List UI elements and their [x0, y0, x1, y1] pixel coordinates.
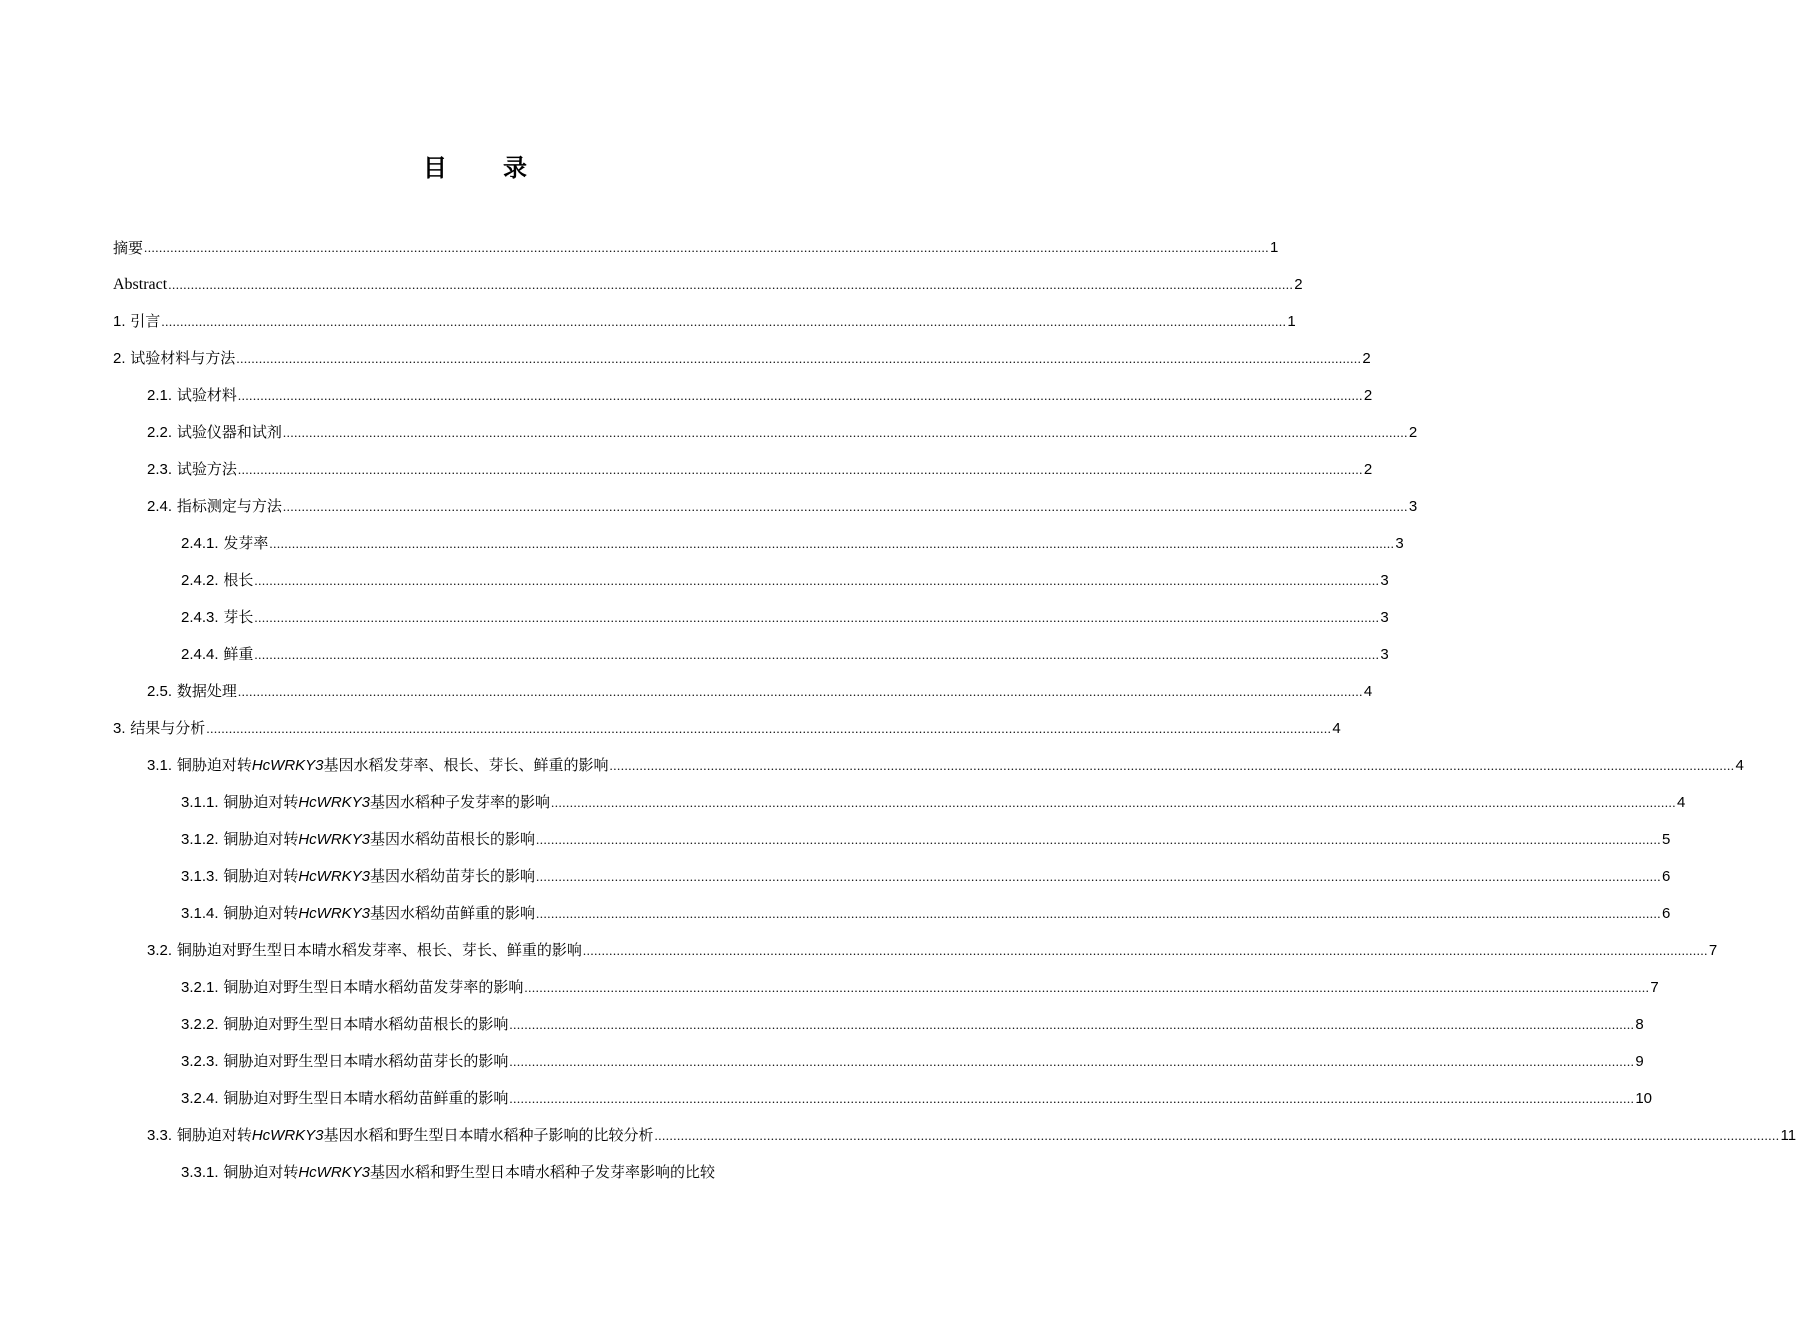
toc-entry-text: 摘要 — [113, 239, 144, 257]
toc-entry-label — [181, 903, 535, 924]
toc-entry-text: 铜胁迫对转 — [176, 1126, 252, 1144]
toc-entry-label — [181, 1088, 508, 1109]
toc-page-number: 3 — [1380, 609, 1389, 626]
dot-leader: ............................................................................................................................................................................................................................................................................................................ — [254, 573, 1380, 588]
toc-entry-text: 芽长 — [223, 608, 254, 626]
toc-entry-label — [181, 829, 535, 850]
dot-leader: ............................................................................................................................................................................................................................................................................................................ — [509, 1091, 1635, 1106]
toc-entry[interactable] — [181, 826, 1671, 850]
toc-page-number: 11 — [1780, 1127, 1796, 1144]
toc-entry-label — [181, 1051, 508, 1072]
title-char-1: 目 — [423, 154, 447, 182]
toc-page-number: 4 — [1332, 720, 1341, 737]
title-char-2: 录 — [503, 154, 527, 182]
toc-entry-text: 试验仪器和试剂 — [176, 423, 282, 441]
toc-entry[interactable] — [113, 234, 1279, 258]
toc-entry[interactable] — [181, 641, 1389, 665]
toc-entry[interactable] — [181, 530, 1404, 554]
toc-entry[interactable] — [147, 382, 1373, 406]
toc-entry-text-suffix: 基因水稻幼苗根长的影响 — [370, 830, 536, 848]
toc-entry-label — [181, 644, 253, 665]
dot-leader: ............................................................................................................................................................................................................................................................................................................ — [551, 795, 1677, 810]
toc-entry-text: 铜胁迫对野生型日本晴水稻幼苗鲜重的影响 — [223, 1089, 509, 1107]
toc-entry-label — [147, 459, 237, 480]
dot-leader: ............................................................................................................................................................................................................................................................................................................ — [161, 314, 1287, 329]
toc-page-number: 2 — [1363, 387, 1373, 404]
toc-entry-text-suffix: 基因水稻和野生型日本晴水稻种子发芽率影响的比较 — [370, 1163, 716, 1181]
toc-entry-text: 铜胁迫对野生型日本晴水稻发芽率、根长、芽长、鲜重的影响 — [176, 941, 582, 959]
toc-entry-text: 铜胁迫对野生型日本晴水稻幼苗根长的影响 — [223, 1015, 509, 1033]
dot-leader: ............................................................................................................................................................................................................................................................................................................ — [536, 832, 1662, 847]
toc-entry[interactable] — [113, 271, 1303, 295]
toc-page-number: 3 — [1395, 535, 1404, 552]
toc-entry-number: 3.2.2. — [181, 1016, 219, 1033]
toc-entry-text: 试验方法 — [176, 460, 237, 478]
toc-page-number: 9 — [1635, 1053, 1644, 1070]
toc-page-number: 7 — [1650, 979, 1659, 996]
toc-entry-text-suffix: 基因水稻幼苗鲜重的影响 — [370, 904, 536, 922]
dot-leader: ............................................................................................................................................................................................................................................................................................................ — [524, 980, 1650, 995]
gene-name: HcWRKY3 — [298, 905, 371, 922]
toc-entry-number: 2.5. — [147, 683, 173, 700]
toc-entry[interactable] — [147, 419, 1418, 443]
toc-entry-number: 2.1. — [147, 387, 173, 404]
toc-entry-number: 3.1.4. — [181, 905, 219, 922]
toc-entry-text: 试验材料 — [176, 386, 237, 404]
toc-page-number: 4 — [1735, 757, 1744, 774]
toc-entry[interactable] — [113, 308, 1296, 332]
dot-leader: ............................................................................................................................................................................................................................................................................................................ — [269, 536, 1395, 551]
toc-entry-text-suffix: 基因水稻种子发芽率的影响 — [370, 793, 551, 811]
toc-entry[interactable] — [181, 1011, 1644, 1035]
dot-leader: ............................................................................................................................................................................................................................................................................................................ — [536, 906, 1662, 921]
toc-entry-number: 2.4.4. — [181, 646, 219, 663]
dot-leader: ............................................................................................................................................................................................................................................................................................................ — [509, 1017, 1635, 1032]
toc-entry-label — [147, 755, 609, 776]
toc-page-number: 3 — [1380, 572, 1389, 589]
dot-leader: ............................................................................................................................................................................................................................................................................................................ — [654, 1128, 1780, 1143]
toc-entry-number: 1. — [113, 313, 126, 330]
toc-entry-text: 指标测定与方法 — [176, 497, 282, 515]
toc-entry[interactable] — [113, 345, 1371, 369]
toc-entry-number: 2.4.3. — [181, 609, 219, 626]
toc-page-number: 1 — [1270, 239, 1279, 256]
toc-entry-label — [147, 940, 582, 961]
toc-page-number: 5 — [1662, 831, 1671, 848]
dot-leader: ............................................................................................................................................................................................................................................................................................................ — [254, 647, 1380, 662]
toc-entry-number: 2.3. — [147, 461, 173, 478]
toc-entry-number: 2.4.1. — [181, 535, 219, 552]
gene-name: HcWRKY3 — [251, 757, 324, 774]
toc-entry-label — [147, 422, 282, 443]
toc-entry[interactable] — [147, 937, 1718, 961]
toc-entry-number: 3.1.1. — [181, 794, 219, 811]
toc-entry-number: 3.2. — [147, 942, 173, 959]
toc-entry-label — [181, 1162, 715, 1183]
toc-entry[interactable] — [181, 863, 1671, 887]
toc-entry[interactable] — [181, 900, 1671, 924]
toc-entry-text: 发芽率 — [223, 534, 269, 552]
toc-entry-text-suffix: 基因水稻发芽率、根长、芽长、鲜重的影响 — [323, 756, 609, 774]
toc-entry-number: 3.3. — [147, 1127, 173, 1144]
toc-entry[interactable] — [181, 604, 1389, 628]
toc-entry[interactable] — [181, 974, 1659, 998]
toc-entry-text: 数据处理 — [176, 682, 237, 700]
toc-entry-text: 引言 — [130, 312, 161, 330]
toc-page-number: 7 — [1708, 942, 1718, 959]
toc-entry-label — [181, 1014, 508, 1035]
toc-page-number: 2 — [1363, 461, 1373, 478]
toc-entry[interactable] — [181, 1085, 1653, 1109]
toc-entry-number: 3.1. — [147, 757, 173, 774]
toc-entry-number: 3.3.1. — [181, 1164, 219, 1181]
toc-entry-number: 3.1.3. — [181, 868, 219, 885]
toc-page-number: 4 — [1677, 794, 1686, 811]
toc-entry[interactable] — [181, 1159, 860, 1183]
toc-page-number: 6 — [1662, 905, 1671, 922]
dot-leader: ............................................................................................................................................................................................................................................................................................................ — [237, 684, 1363, 699]
toc-entry-number: 3.2.3. — [181, 1053, 219, 1070]
toc-entry-label — [181, 977, 523, 998]
dot-leader: ............................................................................................................................................................................................................................................................................................................ — [582, 943, 1708, 958]
gene-name: HcWRKY3 — [298, 868, 371, 885]
toc-page-number: 2 — [1408, 424, 1418, 441]
toc-entry-number: 3. — [113, 720, 126, 737]
toc-entry-label — [147, 1125, 654, 1146]
gene-name: HcWRKY3 — [298, 1164, 371, 1181]
toc-entry-label — [181, 570, 253, 591]
toc-entry[interactable] — [113, 715, 1341, 739]
toc-entry-number: 2.4. — [147, 498, 173, 515]
dot-leader: ............................................................................................................................................................................................................................................................................................................ — [282, 499, 1408, 514]
toc-entry[interactable] — [181, 567, 1389, 591]
dot-leader: ............................................................................................................................................................................................................................................................................................................ — [237, 462, 1363, 477]
toc-entry-label — [147, 496, 282, 517]
dot-leader: ............................................................................................................................................................................................................................................................................................................ — [237, 388, 1363, 403]
toc-entry-number: 2.4.2. — [181, 572, 219, 589]
toc-entry-label — [147, 385, 237, 406]
toc-entry-label — [113, 718, 205, 739]
toc-entry-label — [181, 607, 253, 628]
toc-page-number: 1 — [1287, 313, 1296, 330]
toc-entry-text: 铜胁迫对转 — [223, 904, 299, 922]
toc-entry-label — [147, 681, 237, 702]
toc-page-number: 10 — [1635, 1090, 1653, 1107]
toc-page-number: 6 — [1662, 868, 1671, 885]
toc-entry-number: 3.2.1. — [181, 979, 219, 996]
toc-entry[interactable] — [147, 678, 1373, 702]
toc-page-number: 4 — [1363, 683, 1373, 700]
toc-entry-text: 根长 — [223, 571, 254, 589]
toc-entry-text: 铜胁迫对转 — [223, 1163, 299, 1181]
toc-entry[interactable] — [147, 752, 1744, 776]
toc-entry[interactable] — [181, 1048, 1644, 1072]
dot-leader: ............................................................................................................................................................................................................................................................................................................ — [168, 277, 1294, 292]
toc-entry-number: 3.2.4. — [181, 1090, 219, 1107]
dot-leader: ............................................................................................................................................................................................................................................................................................................ — [254, 610, 1380, 625]
toc-entry[interactable] — [147, 1122, 1796, 1146]
toc-entry-label — [113, 348, 235, 369]
dot-leader: ............................................................................................................................................................................................................................................................................................................ — [206, 721, 1332, 736]
toc-entry-text: 铜胁迫对野生型日本晴水稻幼苗芽长的影响 — [223, 1052, 509, 1070]
toc-entry-label — [113, 311, 160, 332]
gene-name: HcWRKY3 — [251, 1127, 324, 1144]
toc-entry-text: 铜胁迫对野生型日本晴水稻幼苗发芽率的影响 — [223, 978, 524, 996]
gene-name: HcWRKY3 — [298, 794, 371, 811]
toc-entry-text: 结果与分析 — [130, 719, 206, 737]
toc-entry[interactable] — [181, 789, 1686, 813]
toc-entry-text: 鲜重 — [223, 645, 254, 663]
toc-entry[interactable] — [147, 456, 1373, 480]
toc-entry[interactable] — [147, 493, 1418, 517]
dot-leader: ............................................................................................................................................................................................................................................................................................................ — [282, 425, 1408, 440]
toc-entry-number: 3.1.2. — [181, 831, 219, 848]
toc-entry-number: 2. — [113, 350, 126, 367]
toc-entry-text: 铜胁迫对转 — [223, 793, 299, 811]
toc-entry-label — [113, 238, 143, 258]
toc-entry-text: 铜胁迫对转 — [223, 830, 299, 848]
toc-entry-label — [113, 274, 167, 295]
toc-entry-text-suffix: 基因水稻幼苗芽长的影响 — [370, 867, 536, 885]
dot-leader: ............................................................................................................................................................................................................................................................................................................ — [509, 1054, 1635, 1069]
toc-entry-number: 2.2. — [147, 424, 173, 441]
toc-entry-label — [181, 792, 550, 813]
dot-leader: ............................................................................................................................................................................................................................................................................................................ — [609, 758, 1735, 773]
toc-page-number: 3 — [1380, 646, 1389, 663]
toc-page-number: 2 — [1362, 350, 1371, 367]
toc-entry-text-suffix: 基因水稻和野生型日本晴水稻种子影响的比较分析 — [323, 1126, 654, 1144]
toc-entry-text: Abstract — [113, 276, 168, 293]
dot-leader: ............................................................................................................................................................................................................................................................................................................ — [536, 869, 1662, 884]
toc-page-number: 3 — [1408, 498, 1418, 515]
toc-entry-label — [181, 866, 535, 887]
gene-name: HcWRKY3 — [298, 831, 371, 848]
toc-page-number: 2 — [1294, 276, 1303, 293]
page-title — [0, 148, 950, 183]
toc-entry-text: 试验材料与方法 — [130, 349, 236, 367]
toc-entry-text: 铜胁迫对转 — [223, 867, 299, 885]
toc-entry-label — [181, 533, 268, 554]
toc-entry-text: 铜胁迫对转 — [176, 756, 252, 774]
dot-leader: ............................................................................................................................................................................................................................................................................................................ — [236, 351, 1362, 366]
toc-page-number: 8 — [1635, 1016, 1644, 1033]
dot-leader: ............................................................................................................................................................................................................................................................................................................ — [144, 240, 1270, 255]
